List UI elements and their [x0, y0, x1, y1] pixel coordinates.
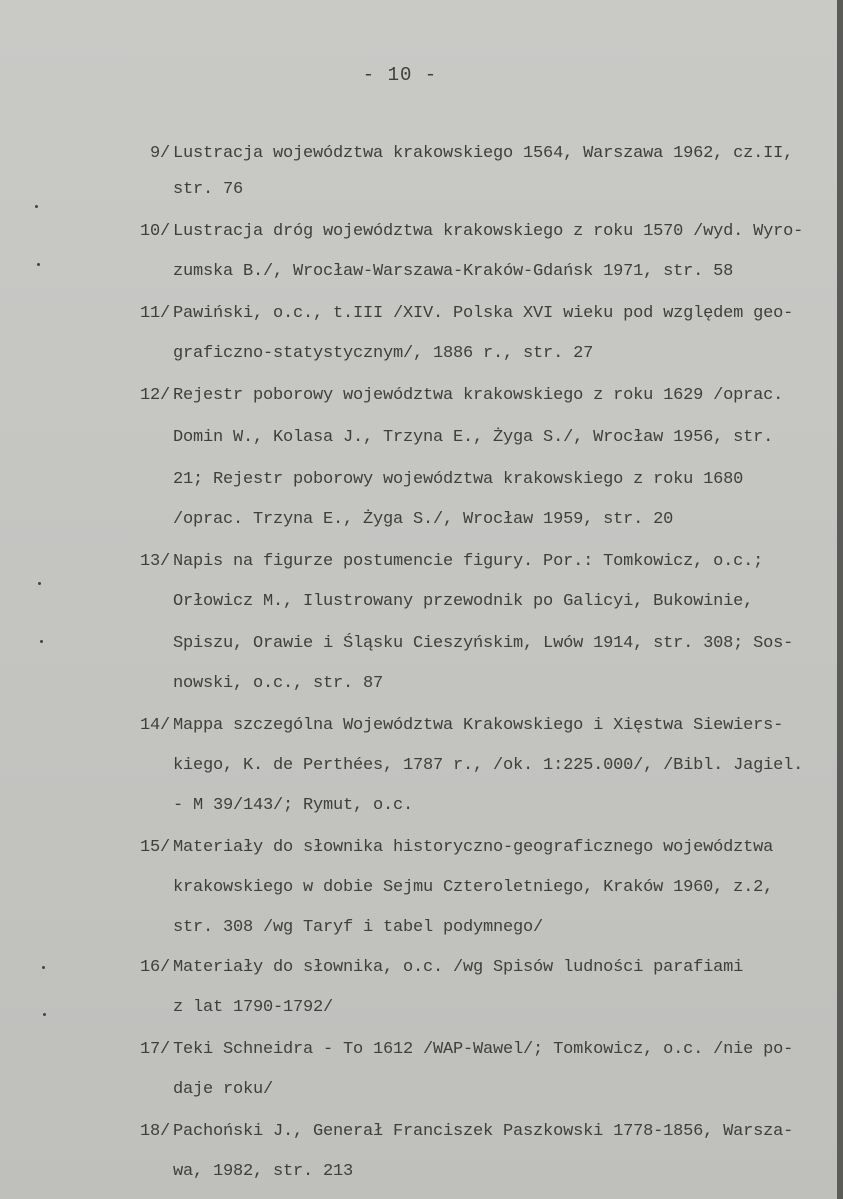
page-number: - 10 - — [362, 64, 438, 86]
footnote-number: 18/ — [139, 1122, 170, 1141]
footnote-line: Spiszu, Orawie i Śląsku Cieszyńskim, Lwów 1914, str. 308; Sos- — [173, 634, 794, 653]
footnote-line: Domin W., Kolasa J., Trzyna E., Żyga S./, Wrocław 1956, str. — [173, 428, 774, 447]
footnote-number: 11/ — [139, 304, 170, 323]
footnote-number: 10/ — [139, 222, 170, 241]
footnote-line: Lustracja województwa krakowskiego 1564, Warszawa 1962, cz.II, — [173, 144, 794, 163]
footnote-line: kiego, K. de Perthées, 1787 r., /ok. 1:225.000/, /Bibl. Jagiel. — [173, 756, 804, 775]
footnote-line: - M 39/143/; Rymut, o.c. — [173, 796, 414, 815]
footnote-line: /oprac. Trzyna E., Żyga S./, Wrocław 1959, str. 20 — [173, 510, 674, 529]
footnote-number: 16/ — [139, 958, 170, 977]
footnote-line: zumska B./, Wrocław-Warszawa-Kraków-Gdańsk 1971, str. 58 — [173, 262, 734, 281]
footnote-line: graficzno-statystycznym/, 1886 r., str. 27 — [173, 344, 594, 363]
footnote-line: wa, 1982, str. 213 — [173, 1162, 354, 1181]
footnote-line: Pawiński, o.c., t.III /XIV. Polska XVI wieku pod względem geo- — [173, 304, 794, 323]
footnote-number: 12/ — [139, 386, 170, 405]
footnote-line: nowski, o.c., str. 87 — [173, 674, 384, 693]
footnote-number: 9/ — [149, 144, 170, 163]
footnote-line: daje roku/ — [173, 1080, 274, 1099]
footnote-line: Materiały do słownika historyczno-geograficznego województwa — [173, 838, 774, 857]
footnote-number: 17/ — [139, 1040, 170, 1059]
footnote-line: Materiały do słownika, o.c. /wg Spisów ludności parafiami — [173, 958, 744, 977]
footnote-line: Lustracja dróg województwa krakowskiego z roku 1570 /wyd. Wyro- — [173, 222, 804, 241]
footnote-line: z lat 1790-1792/ — [173, 998, 334, 1017]
footnote-line: Pachoński J., Generał Franciszek Paszkowski 1778-1856, Warsza- — [173, 1122, 794, 1141]
footnote-line: Napis na figurze postumencie figury. Por.: Tomkowicz, o.c.; — [173, 552, 764, 571]
footnote-line: krakowskiego w dobie Sejmu Czteroletniego, Kraków 1960, z.2, — [173, 878, 774, 897]
footnote-line: 21; Rejestr poborowy województwa krakowskiego z roku 1680 — [173, 470, 744, 489]
footnote-line: str. 76 — [173, 180, 244, 199]
footnote-line: Orłowicz M., Ilustrowany przewodnik po Galicyi, Bukowinie, — [173, 592, 754, 611]
footnote-number: 14/ — [139, 716, 170, 735]
footnote-line: Mappa szczególna Województwa Krakowskiego i Xięstwa Siewiers- — [173, 716, 784, 735]
footnote-number: 13/ — [139, 552, 170, 571]
footnote-line: str. 308 /wg Taryf i tabel podymnego/ — [173, 918, 544, 937]
footnote-line: Rejestr poborowy województwa krakowskiego z roku 1629 /oprac. — [173, 386, 784, 405]
footnote-number: 15/ — [139, 838, 170, 857]
footnote-line: Teki Schneidra - To 1612 /WAP-Wawel/; Tomkowicz, o.c. /nie po- — [173, 1040, 794, 1059]
